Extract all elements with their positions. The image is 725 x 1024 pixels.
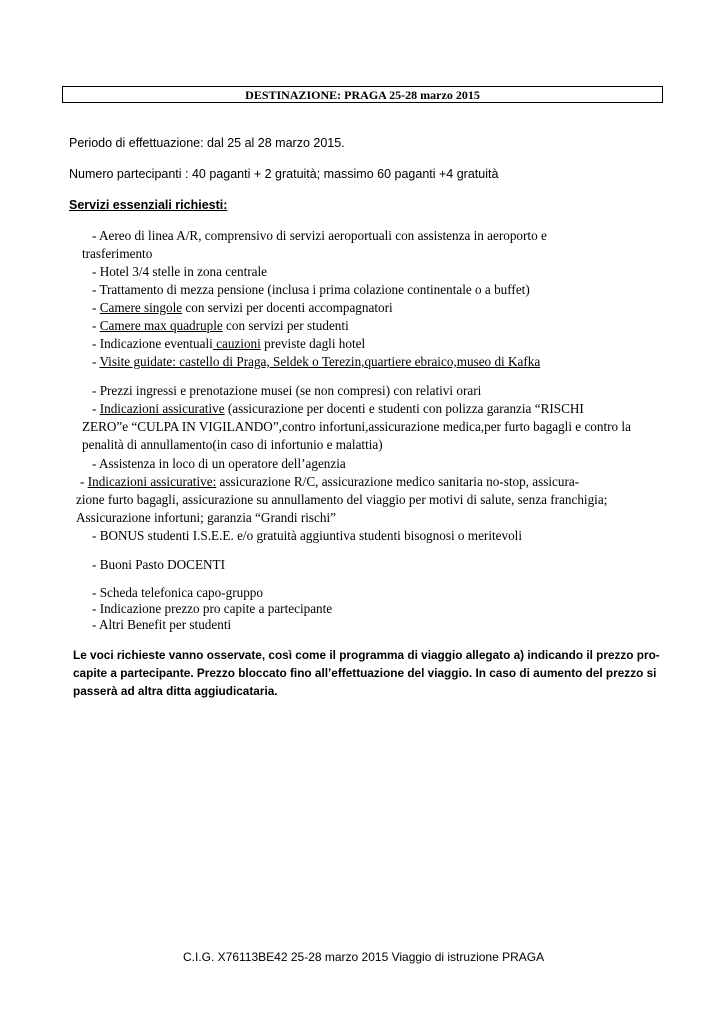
cauzioni-detail: previste dagli hotel (260, 336, 366, 351)
assicurative-detail: (assicurazione per docenti e studenti con polizza garanzia “RISCHI (224, 401, 584, 416)
list-item-trattamento: - Trattamento di mezza pensione (inclusa i prima colazione continentale o a buffet) (92, 282, 530, 297)
assicurative-2-label: Indicazioni assicurative: (87, 474, 217, 489)
list-item-camere-singole (92, 300, 393, 316)
list-item-aereo: - Aereo di linea A/R, comprensivo di servizi aeroportuali con assistenza in aeroporto e (92, 228, 547, 243)
partecipanti-text: Numero partecipanti : 40 paganti + 2 gratuità; massimo 60 paganti +4 gratuità (69, 167, 499, 181)
page-footer: C.I.G. X76113BE42 25-28 marzo 2015 Viaggio di istruzione PRAGA (183, 950, 545, 964)
assicurative-label: Indicazioni assicurative (99, 401, 225, 416)
bullet-dash: - (80, 474, 88, 489)
bullet-dash: - (92, 354, 100, 369)
bullet-dash: - (92, 300, 100, 315)
list-item-assicurative-1-cont: ZERO”e “CULPA IN VIGILANDO”,contro infortuni,assicurazione medica,per furto bagagli e contro la (82, 419, 631, 434)
list-item-assistenza: - Assistenza in loco di un operatore dell’agenzia (92, 456, 346, 471)
notice-line-2: capite a partecipante. Prezzo bloccato fino all’effettuazione del viaggio. In caso di aumento del prezzo si (73, 666, 657, 680)
list-item-benefit: - Altri Benefit per studenti (92, 617, 232, 632)
camere-singole-detail: con servizi per docenti accompagnatori (182, 300, 393, 315)
list-item-assicurative-2-cont: zione furto bagagli, assicurazione su annullamento del viaggio per motivi di salute, senza franchigia; (76, 492, 608, 507)
list-item-visite (92, 354, 540, 370)
servizi-heading: Servizi essenziali richiesti: (69, 198, 228, 212)
list-item-hotel: - Hotel 3/4 stelle in zona centrale (92, 264, 268, 279)
camere-quadruple-detail: con servizi per studenti (222, 318, 349, 333)
periodo-text: Periodo di effettuazione: dal 25 al 28 marzo 2015. (69, 136, 345, 150)
cauzioni-prefix: - Indicazione eventuali (92, 336, 213, 351)
document-title: DESTINAZIONE: PRAGA 25-28 marzo 2015 (62, 86, 663, 103)
camere-singole-label: Camere singole (99, 300, 183, 315)
camere-quadruple-label: Camere max quadruple (99, 318, 223, 333)
list-item-camere-quadruple (92, 318, 349, 334)
notice-line-1: Le voci richieste vanno osservate, così come il programma di viaggio allegato a) indicando il prezzo pro- (73, 648, 660, 662)
list-item-assicurative-1 (92, 401, 584, 417)
list-item-assicurative-1-cont2: penalità di annullamento(in caso di infortunio e malattia) (82, 437, 383, 452)
bullet-dash: - (92, 401, 100, 416)
notice-line-3: passerà ad altra ditta aggiudicataria. (73, 684, 278, 698)
list-item-assicurative-2 (80, 474, 579, 490)
list-item-assicurative-2-cont2: Assicurazione infortuni; garanzia “Grandi rischi” (76, 510, 336, 525)
visite-label: Visite guidate: castello di Praga, Seldek o Terezin,quartiere ebraico,museo di Kafka (99, 354, 541, 369)
cauzioni-label: cauzioni (212, 336, 261, 351)
list-item-cauzioni (92, 336, 365, 352)
list-item-prezzo-pro-capite: - Indicazione prezzo pro capite a partecipante (92, 601, 333, 616)
list-item-bonus: - BONUS studenti I.S.E.E. e/o gratuità aggiuntiva studenti bisognosi o meritevoli (92, 528, 523, 543)
bullet-dash: - (92, 318, 100, 333)
list-item-aereo-cont: trasferimento (82, 246, 153, 261)
list-item-prezzi: - Prezzi ingressi e prenotazione musei (se non compresi) con relativi orari (92, 383, 482, 398)
list-item-scheda: - Scheda telefonica capo-gruppo (92, 585, 263, 600)
list-item-buoni-pasto: - Buoni Pasto DOCENTI (92, 557, 225, 572)
assicurative-2-detail: assicurazione R/C, assicurazione medico sanitaria no-stop, assicura- (216, 474, 580, 489)
